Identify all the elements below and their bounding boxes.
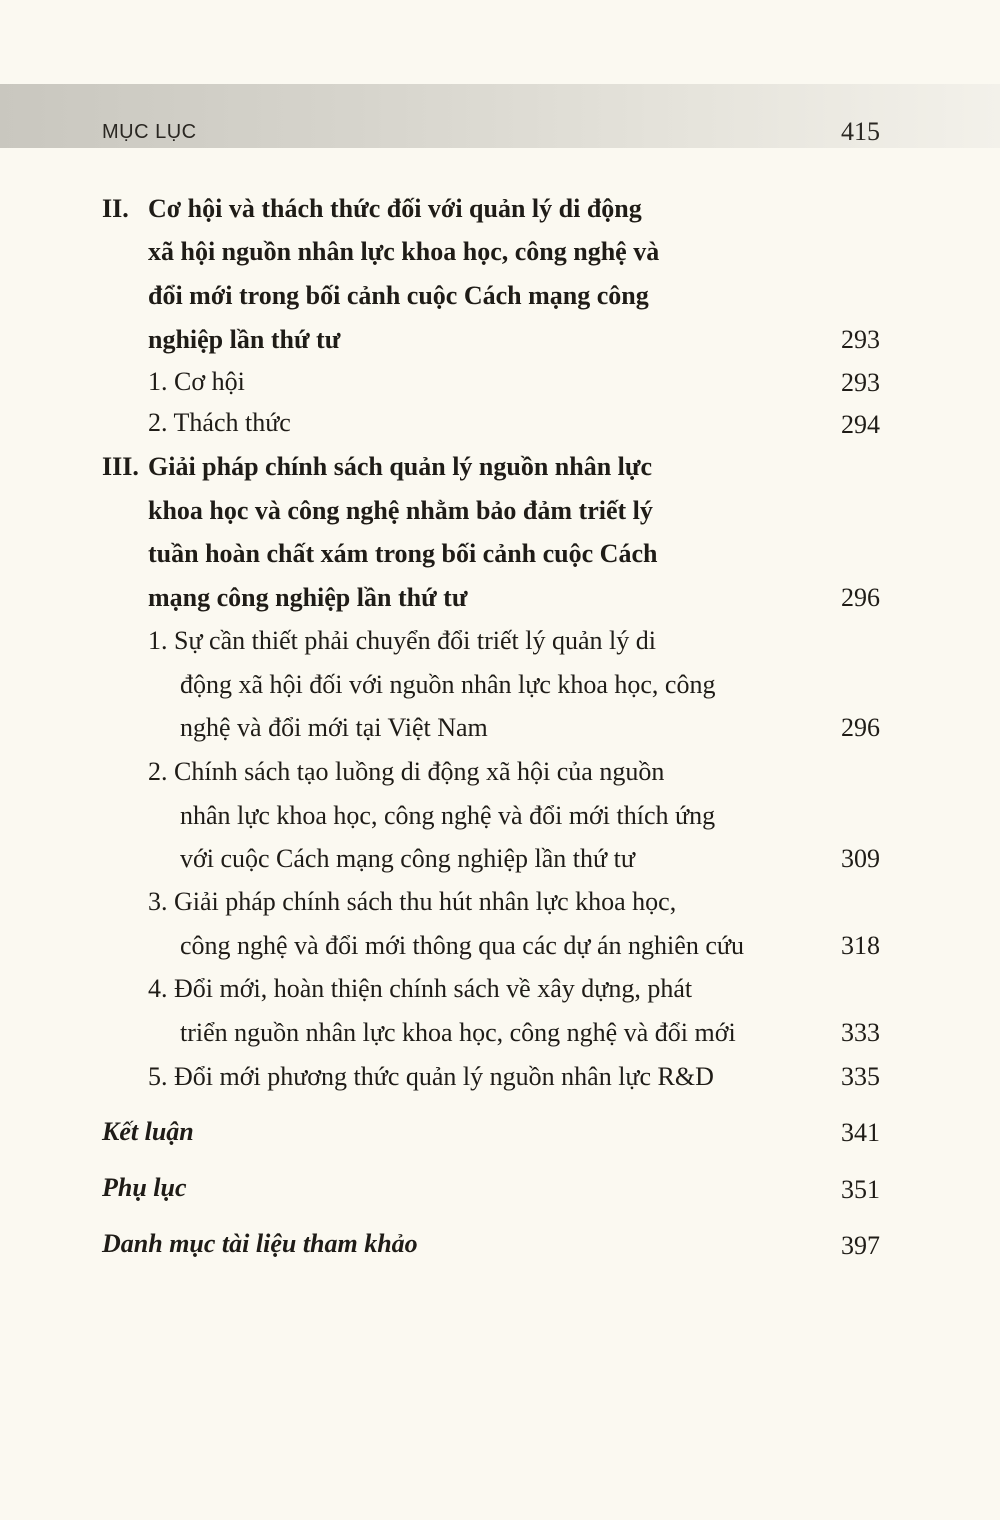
toc-item-line: nghệ và đổi mới tại Việt Nam: [180, 713, 488, 742]
toc-page-number: 341: [841, 1118, 880, 1147]
toc-page-number: 318: [841, 931, 880, 960]
toc-page-number: 294: [841, 410, 880, 439]
toc-page-number: 397: [841, 1231, 880, 1260]
toc-item-line: 3. Giải pháp chính sách thu hút nhân lực khoa học,: [148, 887, 677, 916]
toc-section-title-line: Giải pháp chính sách quản lý nguồn nhân lực: [148, 452, 653, 481]
toc-section-title-line: tuần hoàn chất xám trong bối cảnh cuộc Cách: [148, 539, 658, 568]
toc-section-title-line: xã hội nguồn nhân lực khoa học, công nghệ và: [148, 237, 660, 266]
toc-closing-entry-appendix: Phụ lục: [102, 1173, 187, 1202]
running-header-title: MỤC LỤC: [102, 121, 197, 143]
toc-section-numeral: III.: [102, 452, 139, 481]
toc-page-number: 296: [841, 583, 880, 612]
toc-item-line: 4. Đổi mới, hoàn thiện chính sách về xây dựng, phát: [148, 974, 693, 1003]
toc-section-title-line: Cơ hội và thách thức đối với quản lý di động: [148, 194, 642, 223]
toc-item-line: triển nguồn nhân lực khoa học, công nghệ và đổi mới: [180, 1018, 736, 1047]
toc-page-number: 296: [841, 713, 880, 742]
toc-item-line: 2. Chính sách tạo luồng di động xã hội của nguồn: [148, 757, 665, 786]
toc-closing-entry-references: Danh mục tài liệu tham khảo: [102, 1229, 418, 1258]
toc-section-numeral: II.: [102, 194, 129, 223]
toc-closing-entry-conclusion: Kết luận: [102, 1117, 194, 1146]
toc-page-number: 351: [841, 1175, 880, 1204]
toc-section-title-line: đổi mới trong bối cảnh cuộc Cách mạng công: [148, 281, 649, 310]
toc-item-line: 1. Cơ hội: [148, 367, 245, 396]
toc-page-number: 335: [841, 1062, 880, 1091]
toc-item-line: 1. Sự cần thiết phải chuyển đổi triết lý quản lý di: [148, 626, 656, 655]
toc-page-number: 293: [841, 325, 880, 354]
toc-item-line: 5. Đổi mới phương thức quản lý nguồn nhân lực R&D: [148, 1062, 714, 1091]
toc-section-title-line: mạng công nghiệp lần thứ tư: [148, 583, 468, 612]
toc-item-line: công nghệ và đổi mới thông qua các dự án nghiên cứu: [180, 931, 744, 960]
toc-section-title-line: nghiệp lần thứ tư: [148, 325, 341, 354]
running-header-page-number: 415: [841, 117, 880, 146]
toc-item-line: nhân lực khoa học, công nghệ và đổi mới thích ứng: [180, 801, 716, 830]
toc-page-number: 309: [841, 844, 880, 873]
toc-page-number: 333: [841, 1018, 880, 1047]
toc-page-number: 293: [841, 368, 880, 397]
toc-item-line: 2. Thách thức: [148, 408, 291, 437]
toc-section-title-line: khoa học và công nghệ nhằm bảo đảm triết lý: [148, 496, 653, 525]
toc-item-line: động xã hội đối với nguồn nhân lực khoa học, công: [180, 670, 716, 699]
toc-item-line: với cuộc Cách mạng công nghiệp lần thứ tư: [180, 844, 635, 873]
